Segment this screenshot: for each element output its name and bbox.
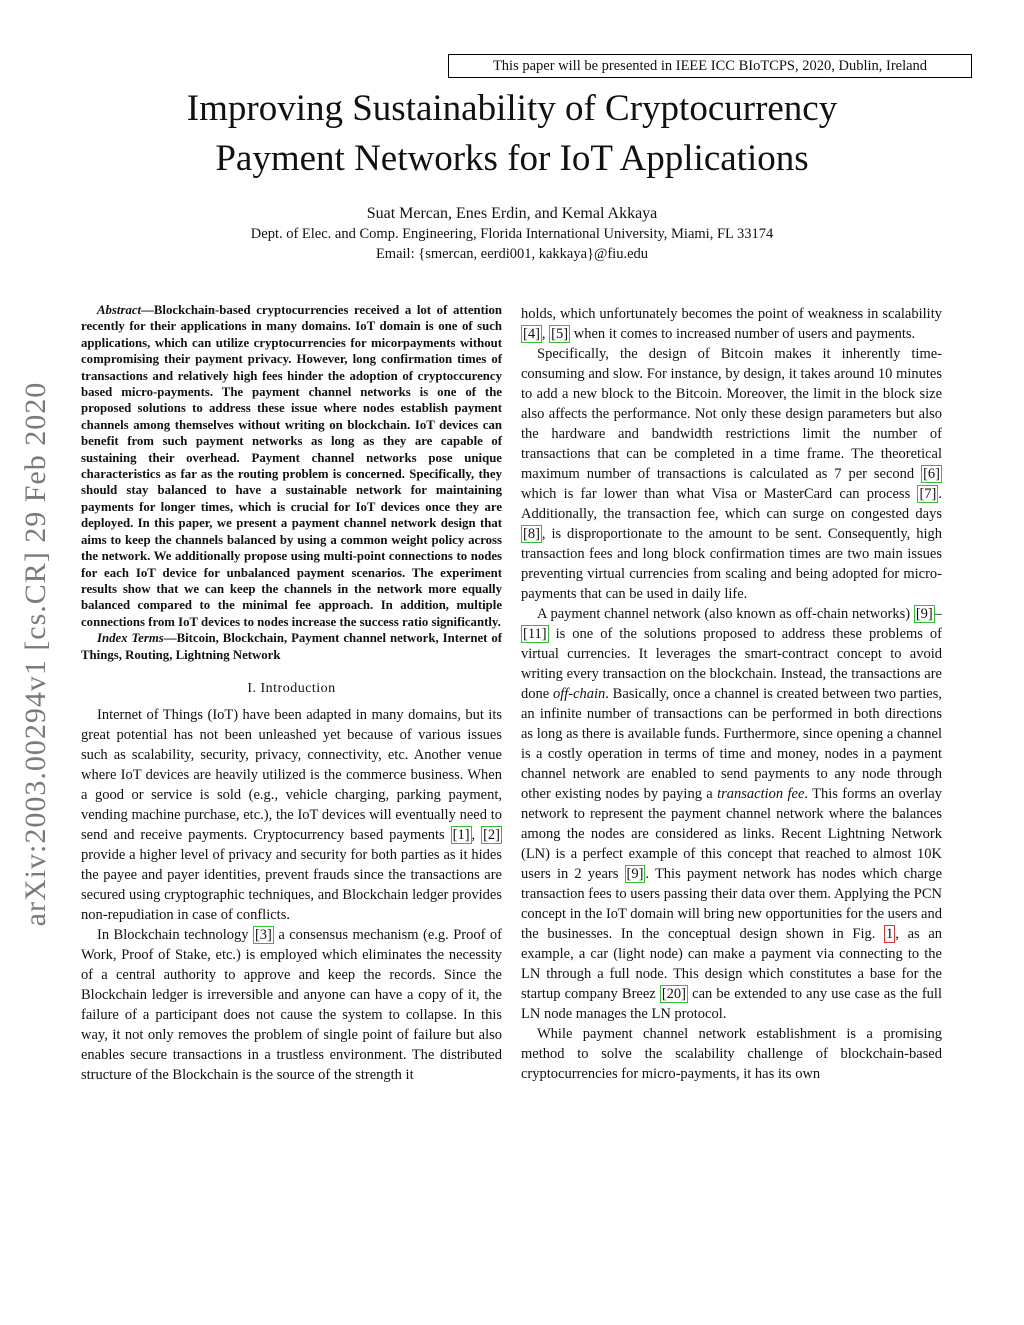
citation-link[interactable]: [11] [523,626,547,642]
intro-paragraph-2 [81,925,502,1085]
figure-reference-link[interactable]: 1 [886,926,894,942]
text-run: can be extended to any use case as the full LN node manages the LN protocol. [521,986,942,1022]
text-run: , is disproportionate to the amount to be sent. Consequently, high transaction fees and long block confirmation times are two main issues preventing virtual currencies from scaling and being adopted for micro-payments that can be used in daily life. [521,526,942,602]
author-list: Suat Mercan, Enes Erdin, and Kemal Akkaya [366,205,658,222]
text-run: Specifically, the design of Bitcoin makes it inherently time-consuming and slow. For instance, by design, it takes around 10 minutes to add a new block to the Bitcoin. Moreover, the limit in the block size also affects the performance. Not only these design parameters but also the hardware and bandwidth restrictions limit the number of transactions that can be completed in a time frame. The theoretical maximum number of transactions is calculated as 7 per second [521,346,942,482]
index-terms [81,630,502,663]
text-run: Internet of Things (IoT) have been adapted in many domains, but its great potential has not been unleashed yet because of various issues such as scalability, security, privacy, connectivity, etc. Another venue where IoT devices are heavily utilized is the commerce business. When a good or service is sold (e.g., vehicle charging, parking payment, vending machine purchase, etc.), the IoT devices will eventually need to send and receive payments. Cryptocurrency based payments [81,706,502,843]
citation-link[interactable]: [9] [915,606,933,622]
text-run: A payment channel network (also known as off-chain networks) [537,606,914,622]
citation-link[interactable]: [1] [452,826,470,843]
text-run: a consensus mechanism (e.g. Proof of Work, Proof of Stake, etc.) is employed which eliminates the necessity of a central authority to approve and keep the records. Since the Blockchain ledger is irreversible and anyone can have a copy of it, the failure of a participant does not cause the system to collapse. In this way, it not only removes the problem of single point of failure but also enables secure transactions in a trustless environment. The distributed structure of the Blockchain is the source of the strength it [81,926,503,1083]
citation-link[interactable]: [9] [626,866,644,882]
text-run: which is far lower than what Visa or MasterCard can process [521,486,918,502]
intro-paragraph-1 [81,705,502,925]
citation-link[interactable]: [7] [919,486,937,502]
citation-link[interactable]: [8] [523,526,540,542]
author-email: Email: {smercan, eerdi001, kakkaya}@fiu.edu [375,246,649,262]
abstract-label: Abstract [97,303,142,317]
citation-link[interactable]: [4] [523,326,540,342]
text-run: In Blockchain technology [97,926,253,943]
text-run: . Additionally, the transaction fee, which can surge on congested days [521,486,942,522]
section-heading-introduction: I. Introduction [247,680,336,696]
title-line-2: Payment Networks for IoT Applications [215,138,809,179]
text-run: . This forms an overlay network to represent the payment channel network where the balances among the nodes are considered as links. Recent Lightning Network (LN) is a perfect example of this concept that reached to almost 10K users in 2 years [521,786,942,882]
text-run: holds, which unfortunately becomes the point of weakness in scalability [521,306,942,322]
right-column [521,304,942,1084]
emphasis-text: off-chain [552,686,606,702]
citation-link[interactable]: [6] [923,466,940,482]
citation-link[interactable]: [3] [254,926,272,943]
arxiv-identifier: arXiv:2003.00294v1 [cs.CR] 29 Feb 2020 [19,381,52,927]
author-affiliation: Dept. of Elec. and Comp. Engineering, Florida International University, Miami, FL 33174 [250,226,774,242]
left-column [81,302,502,1085]
intro-paragraph-4 [521,604,942,1024]
text-run: . This payment network has nodes which charge transaction fees to users passing their data over them. Applying the PCN concept in the IoT domain will bring new opportunities for the users and the businesses. In the conceptual design shown in Fig. [521,866,943,942]
text-run: – [934,606,942,622]
text-run: when it comes to increased number of users and payments. [570,326,916,342]
citation-link[interactable]: [2] [483,826,501,843]
text-run: , [471,826,482,843]
index-terms-label: Index Terms [97,631,164,646]
text-run: provide a higher level of privacy and security for both parties as it hides the payee and payer identities, prevent frauds since the transactions are secured using cryptographic techniques, and Blockchain ledger provides non-repudiation in case of conflicts. [81,846,502,923]
abstract-text: —Blockchain-based cryptocurrencies received a lot of attention recently for their applications in many domains. IoT domain is one of such applications, which can utilize cryptocurrencies for micorpayments without compromising their payment privacy. However, long confirmation times of transactions and relatively high fees hinder the adoption of cryptoccurency based micro-payments. The payment channel networks is one of the proposed solutions to address these issue where nodes establish payment channels among themselves without writing on blockchain. IoT devices can benefit from such payment networks as long as they are capable of sustaining their overhead. Payment channel networks pose unique characteristics as far as the routing problem is concerned. Specifically, they should stay balanced to have a sustainable network for maintaining payments for longer times, which is crucial for IoT devices once they are deployed. In this paper, we present a payment channel network design that aims to keep the channels balanced by using a common weight policy across the network. We additionally propose using multi-point connections to nodes for each IoT device for unbalanced payment scenarios. The experiment results show that we can keep the channels in the network more equally balanced compared to the minimal fee approach. In addition, multiple connections from IoT devices to nodes increase the success ratio significantly. [81,303,502,629]
text-run: . Basically, once a channel is created between two parties, an infinite number of transactions can be performed in both directions as long as there is available funds. Furthermore, since opening a channel is a costly operation in terms of time and money, nodes in a payment channel network are enabled to send payments to any node through other existing nodes by paying a [521,686,943,802]
text-run: , [541,326,550,342]
citation-link[interactable]: [20] [661,986,687,1002]
intro-paragraph-5: While payment channel network establishment is a promising method to solve the scalability challenge of blockchain-based cryptocurrencies for micro-payments, it has its own [521,1026,942,1082]
abstract [81,302,502,630]
intro-paragraph-3 [521,344,942,604]
text-run: is one of the solutions proposed to address these problems of virtual currencies. It leverages the smart-contract concept to avoid writing every transaction on the blockchain. Instead, the transactions are done [521,626,942,702]
emphasis-text: transaction fee [717,786,805,802]
intro-paragraph-2-cont [521,304,942,344]
title-line-1: Improving Sustainability of Cryptocurrency [186,88,838,129]
text-run: , as an example, a car (light node) can make a payment via connecting to the LN through a full node. This design which constitutes a base for the startup company Breez [521,926,943,1002]
index-terms-text: —Bitcoin, Blockchain, Payment channel network, Internet of Things, Routing, Lightning Network [81,631,503,662]
conference-notice: This paper will be presented in IEEE ICC BIoTCPS, 2020, Dublin, Ireland [448,54,972,78]
citation-link[interactable]: [5] [551,326,569,342]
paper-title [90,84,934,184]
